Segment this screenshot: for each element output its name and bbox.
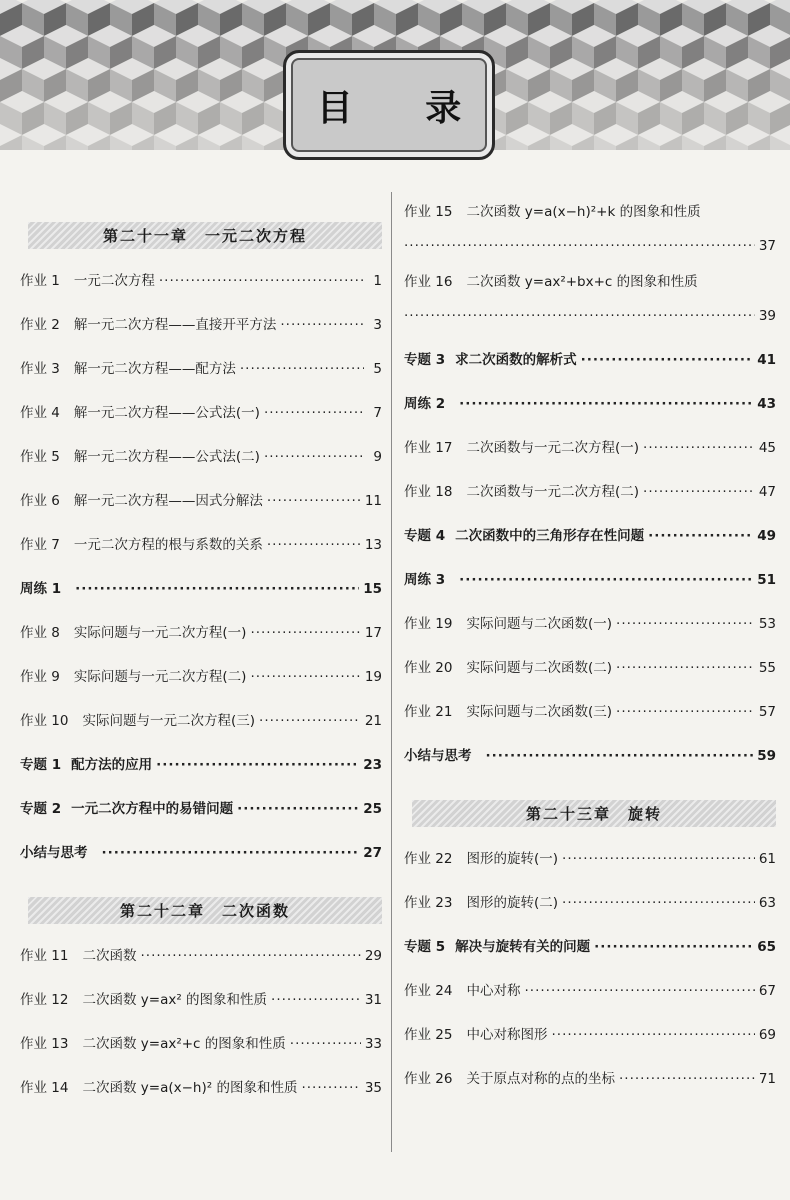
dot-leader bbox=[648, 528, 753, 544]
dot-leader bbox=[486, 748, 754, 764]
entry-page-number: 47 bbox=[758, 484, 776, 500]
entry-label: 作业 14 bbox=[20, 1080, 69, 1096]
toc-right-column bbox=[404, 194, 776, 1097]
entry-title: 中心对称图形 bbox=[466, 1027, 548, 1043]
toc-entry[interactable] bbox=[20, 1018, 382, 1062]
dot-leader bbox=[301, 1080, 360, 1096]
entry-label: 作业 11 bbox=[20, 948, 69, 964]
entry-page-number: 37 bbox=[758, 238, 776, 254]
dot-leader bbox=[267, 493, 361, 509]
entry-title: 解一元二次方程——直接开平方法 bbox=[73, 317, 277, 333]
entry-page-number: 35 bbox=[364, 1080, 382, 1096]
entry-title: 实际问题与二次函数(一) bbox=[466, 616, 613, 632]
toc-entry[interactable] bbox=[20, 739, 382, 783]
entry-title: 一元二次方程中的易错问题 bbox=[71, 801, 234, 817]
entry-title: 实际问题与二次函数(二) bbox=[466, 660, 613, 676]
dot-leader bbox=[267, 537, 361, 553]
entry-label: 作业 3 bbox=[20, 361, 60, 377]
entry-title: 二次函数 y=ax²+bx+c 的图象和性质 bbox=[466, 274, 698, 290]
dot-leader bbox=[459, 572, 753, 588]
entry-label: 周练 1 bbox=[20, 581, 62, 597]
dot-leader bbox=[159, 273, 364, 289]
toc-entry[interactable] bbox=[20, 475, 382, 519]
entry-label: 作业 19 bbox=[404, 616, 453, 632]
entry-label: 作业 7 bbox=[20, 537, 60, 553]
entry-page-number: 69 bbox=[758, 1027, 776, 1043]
dot-leader bbox=[290, 1036, 361, 1052]
entry-label: 作业 4 bbox=[20, 405, 60, 421]
entry-label: 作业 16 bbox=[404, 274, 453, 290]
entry-label: 作业 12 bbox=[20, 992, 69, 1008]
entry-label: 作业 24 bbox=[404, 983, 453, 999]
entry-label: 作业 10 bbox=[20, 713, 69, 729]
entry-label: 周练 2 bbox=[404, 396, 446, 412]
toc-entry[interactable] bbox=[404, 833, 776, 877]
entry-label: 作业 20 bbox=[404, 660, 453, 676]
dot-leader bbox=[524, 983, 754, 999]
entry-page-number: 13 bbox=[364, 537, 382, 553]
toc-entry[interactable] bbox=[404, 598, 776, 642]
entry-page-number: 23 bbox=[363, 757, 382, 773]
entry-title: 一元二次方程 bbox=[73, 273, 155, 289]
entry-label: 专题 4 bbox=[404, 528, 446, 544]
toc-entry[interactable] bbox=[20, 695, 382, 739]
toc-entry[interactable] bbox=[20, 431, 382, 475]
toc-entry[interactable] bbox=[404, 264, 776, 334]
toc-entry[interactable] bbox=[404, 334, 776, 378]
entry-page-number: 21 bbox=[364, 713, 382, 729]
dot-leader bbox=[616, 660, 755, 676]
toc-entry[interactable] bbox=[20, 930, 382, 974]
entry-label: 作业 2 bbox=[20, 317, 60, 333]
entry-label: 作业 8 bbox=[20, 625, 60, 641]
dot-leader bbox=[404, 238, 755, 254]
entry-page-number: 61 bbox=[758, 851, 776, 867]
toc-entry[interactable] bbox=[404, 642, 776, 686]
dot-leader bbox=[280, 317, 364, 333]
entry-title: 一元二次方程的根与系数的关系 bbox=[73, 537, 263, 553]
entry-label: 专题 5 bbox=[404, 939, 446, 955]
entry-title: 二次函数中的三角形存在性问题 bbox=[455, 528, 645, 544]
dot-leader bbox=[643, 440, 755, 456]
dot-leader bbox=[259, 713, 361, 729]
toc-entry[interactable] bbox=[404, 510, 776, 554]
dot-leader bbox=[619, 1071, 755, 1087]
entry-page-number: 31 bbox=[364, 992, 382, 1008]
entry-title: 二次函数 bbox=[82, 948, 137, 964]
entry-page-number: 53 bbox=[758, 616, 776, 632]
toc-entry[interactable] bbox=[20, 783, 382, 827]
entry-title: 二次函数 y=ax² 的图象和性质 bbox=[82, 992, 268, 1008]
toc-entry[interactable] bbox=[404, 466, 776, 510]
dot-leader bbox=[264, 405, 364, 421]
entry-label: 小结与思考 bbox=[20, 845, 88, 861]
toc-entry[interactable] bbox=[404, 422, 776, 466]
toc-entry[interactable] bbox=[20, 974, 382, 1018]
entry-title: 中心对称 bbox=[466, 983, 521, 999]
entry-page-number: 33 bbox=[364, 1036, 382, 1052]
dot-leader bbox=[271, 992, 361, 1008]
entry-label: 作业 1 bbox=[20, 273, 60, 289]
entry-page-number: 9 bbox=[373, 449, 382, 465]
dot-leader bbox=[240, 361, 364, 377]
toc-entry[interactable] bbox=[20, 1062, 382, 1106]
entry-page-number: 41 bbox=[757, 352, 776, 368]
entry-title: 二次函数与一元二次方程(一) bbox=[466, 440, 640, 456]
entry-title: 图形的旋转(二) bbox=[466, 895, 559, 911]
entry-page-number: 49 bbox=[757, 528, 776, 544]
entry-title: 求二次函数的解析式 bbox=[455, 352, 577, 368]
page-title: 目 录 bbox=[316, 86, 492, 129]
entry-label: 作业 25 bbox=[404, 1027, 453, 1043]
toc-left-column bbox=[20, 222, 382, 1106]
entry-label: 专题 1 bbox=[20, 757, 62, 773]
entry-title: 实际问题与一元二次方程(二) bbox=[73, 669, 247, 685]
entry-page-number: 7 bbox=[373, 405, 382, 421]
entry-page-number: 63 bbox=[758, 895, 776, 911]
entry-page-number: 5 bbox=[373, 361, 382, 377]
entry-title: 二次函数 y=a(x−h)²+k 的图象和性质 bbox=[466, 204, 701, 220]
entry-title: 实际问题与一元二次方程(三) bbox=[82, 713, 256, 729]
entry-page-number: 3 bbox=[373, 317, 382, 333]
toc-entry[interactable] bbox=[404, 1053, 776, 1097]
chapter-heading: 第二十三章 旋转 bbox=[412, 800, 776, 827]
entry-page-number: 59 bbox=[757, 748, 776, 764]
entry-page-number: 71 bbox=[758, 1071, 776, 1087]
dot-leader bbox=[250, 669, 360, 685]
dot-leader bbox=[643, 484, 755, 500]
entry-label: 作业 13 bbox=[20, 1036, 69, 1052]
entry-title: 实际问题与二次函数(三) bbox=[466, 704, 613, 720]
entry-page-number: 67 bbox=[758, 983, 776, 999]
toc-entry[interactable] bbox=[20, 827, 382, 871]
dot-leader bbox=[156, 757, 359, 773]
toc-entry[interactable] bbox=[404, 965, 776, 1009]
entry-label: 作业 22 bbox=[404, 851, 453, 867]
chapter-heading: 第二十二章 二次函数 bbox=[28, 897, 382, 924]
entry-label: 周练 3 bbox=[404, 572, 446, 588]
toc-entry[interactable] bbox=[20, 651, 382, 695]
entry-label: 作业 15 bbox=[404, 204, 453, 220]
toc-entry[interactable] bbox=[404, 730, 776, 774]
dot-leader bbox=[594, 939, 753, 955]
dot-leader bbox=[562, 895, 755, 911]
toc-entry[interactable] bbox=[20, 607, 382, 651]
dot-leader bbox=[237, 801, 359, 817]
entry-page-number: 1 bbox=[373, 273, 382, 289]
entry-page-number: 45 bbox=[758, 440, 776, 456]
entry-page-number: 57 bbox=[758, 704, 776, 720]
toc-entry[interactable] bbox=[404, 921, 776, 965]
dot-leader bbox=[75, 581, 359, 597]
toc-entry[interactable] bbox=[20, 387, 382, 431]
toc-entry[interactable] bbox=[20, 299, 382, 343]
entry-page-number: 39 bbox=[758, 308, 776, 324]
entry-label: 作业 6 bbox=[20, 493, 60, 509]
entry-page-number: 29 bbox=[364, 948, 382, 964]
entry-label: 专题 2 bbox=[20, 801, 62, 817]
entry-title: 解一元二次方程——因式分解法 bbox=[73, 493, 263, 509]
entry-label: 作业 23 bbox=[404, 895, 453, 911]
entry-title: 二次函数 y=a(x−h)² 的图象和性质 bbox=[82, 1080, 298, 1096]
dot-leader bbox=[404, 308, 755, 324]
entry-title: 解决与旋转有关的问题 bbox=[455, 939, 591, 955]
entry-label: 作业 9 bbox=[20, 669, 60, 685]
dot-leader bbox=[616, 704, 755, 720]
entry-title: 解一元二次方程——公式法(一) bbox=[73, 405, 260, 421]
entry-page-number: 15 bbox=[363, 581, 382, 597]
entry-title: 关于原点对称的点的坐标 bbox=[466, 1071, 615, 1087]
dot-leader bbox=[562, 851, 755, 867]
entry-page-number: 19 bbox=[364, 669, 382, 685]
entry-page-number: 27 bbox=[363, 845, 382, 861]
entry-title: 图形的旋转(一) bbox=[466, 851, 559, 867]
entry-title: 实际问题与一元二次方程(一) bbox=[73, 625, 247, 641]
entry-page-number: 11 bbox=[364, 493, 382, 509]
toc-entry[interactable] bbox=[404, 554, 776, 598]
column-divider bbox=[391, 192, 392, 1152]
toc-entry[interactable] bbox=[404, 877, 776, 921]
entry-label: 作业 26 bbox=[404, 1071, 453, 1087]
entry-title: 二次函数 y=ax²+c 的图象和性质 bbox=[82, 1036, 286, 1052]
entry-title: 配方法的应用 bbox=[71, 757, 153, 773]
entry-page-number: 43 bbox=[757, 396, 776, 412]
entry-label: 作业 21 bbox=[404, 704, 453, 720]
entry-label: 作业 18 bbox=[404, 484, 453, 500]
entry-title: 二次函数与一元二次方程(二) bbox=[466, 484, 640, 500]
toc-entry[interactable] bbox=[20, 519, 382, 563]
dot-leader bbox=[459, 396, 753, 412]
dot-leader bbox=[581, 352, 754, 368]
dot-leader bbox=[264, 449, 364, 465]
entry-title: 解一元二次方程——公式法(二) bbox=[73, 449, 260, 465]
toc-entry[interactable] bbox=[404, 686, 776, 730]
entry-page-number: 25 bbox=[363, 801, 382, 817]
entry-label: 小结与思考 bbox=[404, 748, 472, 764]
entry-title: 解一元二次方程——配方法 bbox=[73, 361, 236, 377]
entry-label: 作业 5 bbox=[20, 449, 60, 465]
entry-label: 专题 3 bbox=[404, 352, 446, 368]
dot-leader bbox=[551, 1027, 754, 1043]
dot-leader bbox=[616, 616, 755, 632]
dot-leader bbox=[140, 948, 360, 964]
toc-entry[interactable] bbox=[404, 194, 776, 264]
chapter-heading: 第二十一章 一元二次方程 bbox=[28, 222, 382, 249]
page-title-box bbox=[283, 50, 495, 160]
toc-entry[interactable] bbox=[20, 563, 382, 607]
entry-page-number: 17 bbox=[364, 625, 382, 641]
toc-entry[interactable] bbox=[404, 1009, 776, 1053]
toc-entry[interactable] bbox=[20, 343, 382, 387]
entry-page-number: 55 bbox=[758, 660, 776, 676]
dot-leader bbox=[102, 845, 360, 861]
entry-label: 作业 17 bbox=[404, 440, 453, 456]
toc-entry[interactable] bbox=[404, 378, 776, 422]
entry-page-number: 51 bbox=[757, 572, 776, 588]
toc-entry[interactable] bbox=[20, 255, 382, 299]
dot-leader bbox=[250, 625, 360, 641]
entry-page-number: 65 bbox=[757, 939, 776, 955]
